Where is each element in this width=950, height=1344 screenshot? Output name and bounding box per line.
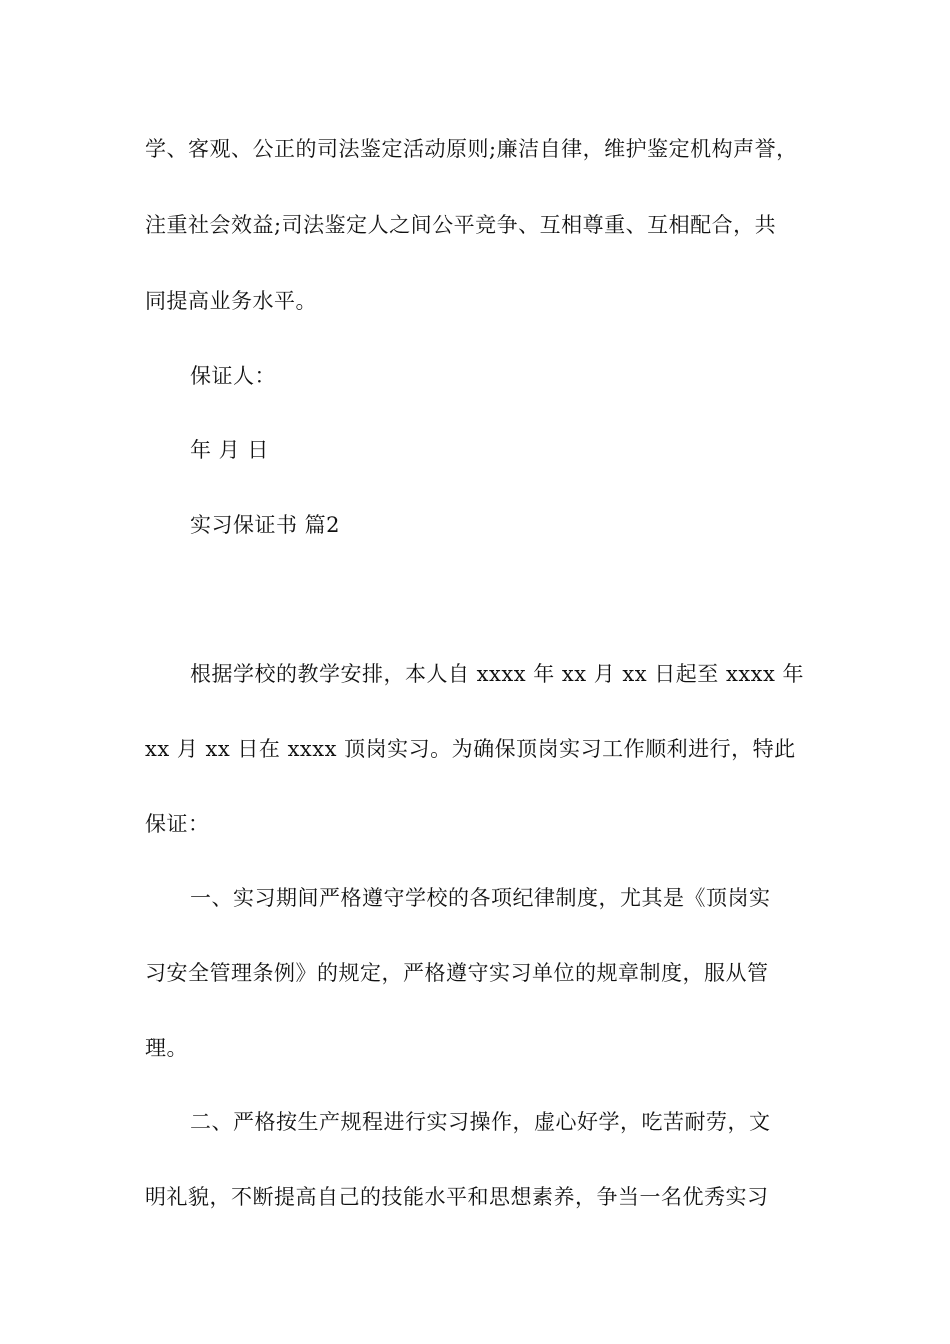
text-line: 一、实习期间严格遵守学校的各项纪律制度，尤其是《顶岗实 [190,886,771,910]
text-line: 习安全管理条例》的规定，严格遵守实习单位的规章制度，服从管 [145,961,769,985]
text-line: 保证： [145,812,210,836]
text-line: 根据学校的教学安排，本人自 xxxx 年 xx 月 xx 日起至 xxxx 年 [190,662,805,686]
date-line: 年 月 日 [190,438,269,462]
text-line: xx 月 xx 日在 xxxx 顶岗实习。为确保顶岗实习工作顺利进行，特此 [145,737,796,761]
text-line: 理。 [145,1036,188,1060]
text-line: 二、严格按生产规程进行实习操作，虚心好学，吃苦耐劳，文 [190,1110,771,1134]
text-line: 同提高业务水平。 [145,289,317,313]
section-heading: 实习保证书 篇2 [190,513,341,537]
text-line: 明礼貌，不断提高自己的技能水平和思想素养，争当一名优秀实习 [145,1185,769,1209]
text-line: 注重社会效益;司法鉴定人之间公平竞争、互相尊重、互相配合，共 [145,213,777,237]
signature-label: 保证人： [190,364,276,388]
text-line: 学、客观、公正的司法鉴定活动原则;廉洁自律，维护鉴定机构声誉， [145,137,798,161]
